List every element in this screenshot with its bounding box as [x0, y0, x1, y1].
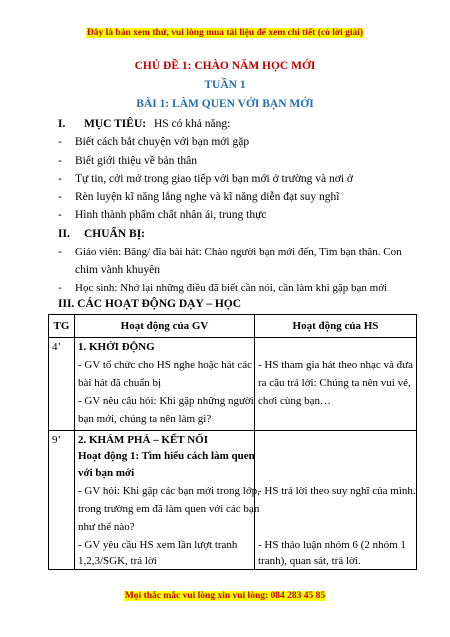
section-number: I.: [58, 118, 66, 130]
section-number: II.: [58, 228, 70, 240]
contact-banner-text: Mọi thắc mắc vui lòng xin vui lòng: 084 283 45 85: [124, 591, 326, 601]
teacher-activity-line: bạn mới, chúng ta nên làm gì?: [78, 413, 212, 425]
student-activity-line: ra câu trả lời: Chúng ta nên vui vẻ,: [258, 377, 411, 389]
activity-heading: 1. KHỞI ĐỘNG: [78, 341, 155, 353]
list-item: Biết giới thiệu về bản thân: [75, 155, 198, 167]
list-item: Hình thành phẩm chất nhân ái, trung thực: [75, 209, 267, 221]
topic-title: CHỦ ĐỀ 1: CHÀO NĂM HỌC MỚI: [134, 60, 316, 72]
week-title: TUẦN 1: [204, 79, 246, 91]
student-preparation: Học sinh: Nhớ lại những điều đã biết cần nói, cần làm khi gặp bạn mới: [75, 282, 388, 294]
teacher-preparation-cont: chim vành khuyên: [75, 264, 160, 276]
teacher-activity-line: bài hát đã chuẩn bị: [78, 377, 162, 389]
time-cell: 4’: [52, 341, 62, 353]
teacher-activity-line: - GV tổ chức cho HS nghe hoặc hát các: [78, 359, 253, 371]
teacher-activity-line: - GV nêu câu hỏi: Khi gặp những người: [78, 395, 254, 407]
activity-heading: 2. KHÁM PHÁ – KẾT NỐI: [78, 434, 208, 446]
activity-subheading: Hoạt động 1: Tìm hiểu cách làm quen: [78, 450, 255, 462]
header-teacher: Hoạt động của GV: [75, 315, 255, 338]
teacher-activity-line: như thế nào?: [78, 521, 135, 533]
section-activities-heading: III. CÁC HOẠT ĐỘNG DẠY – HỌC: [58, 298, 242, 310]
contact-banner: [0, 591, 450, 601]
table-header-row: [49, 315, 417, 338]
list-item: Tự tin, cởi mở trong giao tiếp với bạn mới ở trường và nơi ở: [75, 173, 353, 185]
list-item: Rèn luyện kĩ năng lắng nghe và kĩ năng diễn đạt suy nghĩ: [75, 191, 340, 203]
activity-subheading-cont: với bạn mới: [78, 467, 135, 479]
table-row: [49, 338, 417, 431]
student-activity-line: tranh), quan sát, trả lời.: [258, 555, 361, 567]
objectives-intro: HS có khả năng:: [154, 118, 231, 130]
student-activity-line: - HS thảo luận nhóm 6 (2 nhóm 1: [258, 539, 406, 551]
teacher-activity-line: 1,2,3/SGK, trả lời: [78, 555, 157, 567]
teacher-activity-line: - GV yêu cầu HS xem lần lượt tranh: [78, 539, 238, 551]
preview-banner: [0, 28, 450, 38]
student-activity-line: chơi cùng bạn…: [258, 395, 332, 407]
preview-banner-text: Đây là bản xem thử, vui lòng mua tài liệu để xem chi tiết (có lời giải): [86, 28, 364, 38]
activities-table: [48, 314, 417, 570]
header-time: TG: [49, 315, 75, 338]
section-label: MỤC TIÊU:: [84, 118, 147, 130]
time-cell: 9’: [52, 434, 62, 446]
lesson-title: BÀI 1: LÀM QUEN VỚI BẠN MỚI: [136, 98, 314, 110]
section-label: CHUẨN BỊ:: [84, 228, 146, 240]
teacher-preparation: Giáo viên: Băng/ đĩa bài hát: Chào người bạn mới đến, Tìm bạn thân. Con: [75, 246, 402, 258]
header-student: Hoạt động của HS: [255, 315, 417, 338]
table-row: [49, 431, 417, 570]
student-activity-line: - HS tham gia hát theo nhạc và đưa: [258, 359, 414, 371]
teacher-activity-line: trong trường em đã làm quen với các bạn: [78, 503, 260, 515]
student-activity-line: - HS trả lời theo suy nghĩ của mình.: [258, 485, 416, 497]
section-preparation-heading: [58, 228, 358, 244]
list-item: Biết cách bắt chuyện với bạn mới gặp: [75, 136, 250, 148]
teacher-activity-line: - GV hỏi: Khi gặp các bạn mới trong lớp,: [78, 485, 260, 497]
